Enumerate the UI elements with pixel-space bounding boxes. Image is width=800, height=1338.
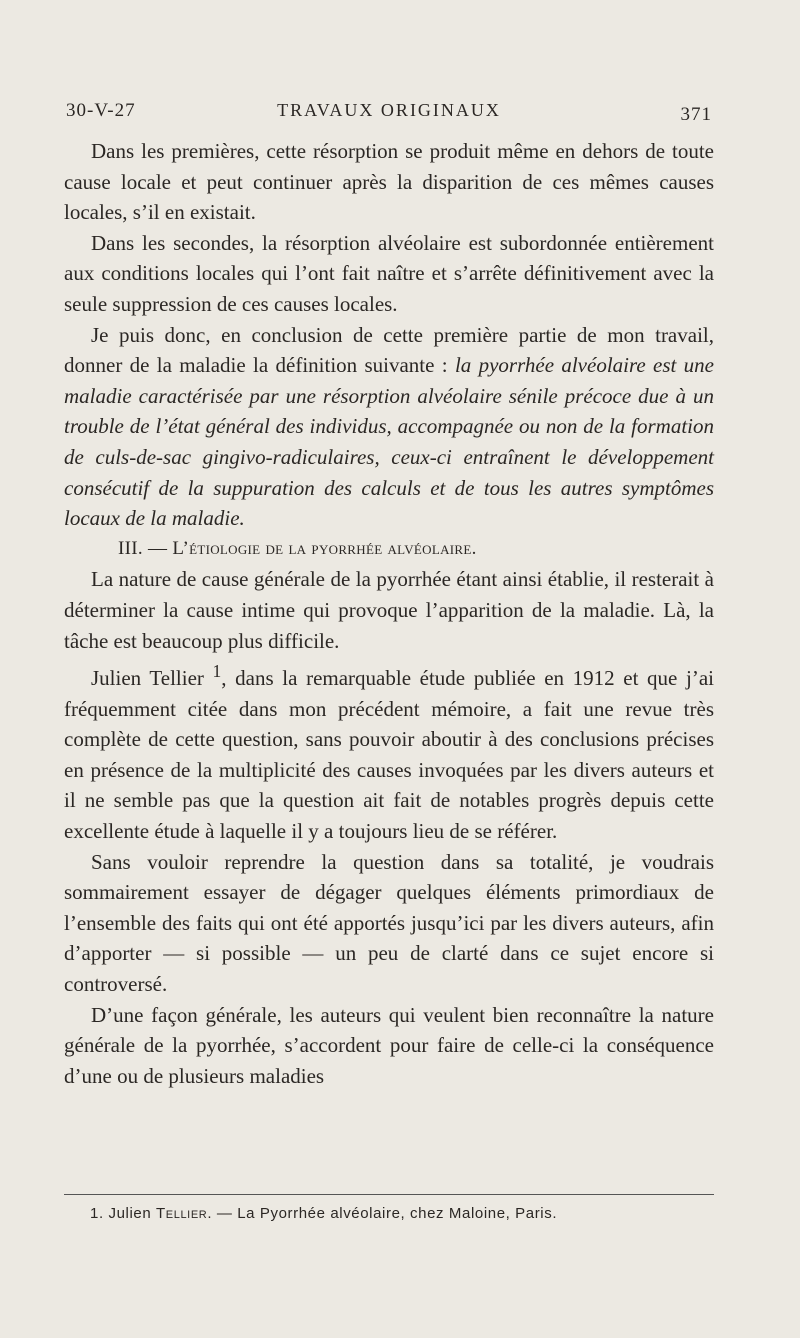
section-heading — [64, 534, 714, 565]
paragraph-5 — [64, 656, 714, 847]
footnote-marker: 1. Julien — [90, 1205, 157, 1222]
header-title: TRAVAUX ORIGINAUX — [277, 100, 501, 120]
paragraph-2: Dans les secondes, la résorption alvéolaire est subordonnée entièrement aux conditions locales qui l’ont fait naître et s’arrête définitivement avec la seule suppression de ces causes locales. — [64, 230, 714, 316]
section-heading-number: III. — L’ — [118, 537, 190, 559]
paragraph-6: Sans vouloir reprendre la question dans sa totalité, je voudrais sommairement essayer de dégager quelques éléments primordiaux de l’ensemble des faits qui ont été apportés jusqu’ici par les divers auteurs, afin d’apporter — si possible — un peu de clarté dans ce sujet encore si controversé. — [64, 849, 714, 997]
running-header — [66, 100, 712, 130]
definition-italic: la pyorrhée alvéolaire est une maladie caractérisée par une résorption alvéolaire sénile précoce due à un trouble de l’état général des individus, accompagnée ou non de la formation de culs-de-sac gingivo-radiculaires, ceux-ci entraînent le développement consécutif de la suppuration des calculs et de tous les autres symptômes locaux de la maladie. — [64, 353, 714, 531]
paragraph-5-rest: , dans la remarquable étude publiée en 1912 et que j’ai fréquemment citée dans mon précédent mémoire, a fait une revue très complète de cette question, sans pouvoir aboutir à des conclusions précises en présence de la multiplicité des causes invoquées par les divers auteurs et il ne semble pas que la question ait fait de notables progrès depuis cette excellente étude à laquelle il y a toujours lieu de se référer. — [64, 666, 714, 844]
section-heading-text: étiologie de la pyorrhée alvéolaire. — [189, 537, 477, 559]
header-date: 30-V-27 — [66, 100, 136, 121]
paragraph-7: D’une façon générale, les auteurs qui veulent bien reconnaître la nature générale de la pyorrhée, s’accordent pour faire de celle-ci la conséquence d’une ou de plusieurs maladies — [64, 1002, 714, 1088]
footnote-divider — [64, 1194, 714, 1195]
definition-intro: Je puis donc, en conclusion de cette première partie de mon travail, donner de la maladie la définition suivante : — [64, 322, 714, 378]
paragraph-3 — [64, 320, 714, 534]
footnote — [90, 1205, 710, 1222]
footnote-text: . — La Pyorrhée alvéolaire, chez Maloine, Paris. — [207, 1205, 558, 1222]
footnote-reference: 1 — [212, 661, 222, 682]
paragraph-5-start: Julien Tellier — [91, 666, 213, 691]
body-text — [64, 136, 714, 1091]
paragraph-1: Dans les premières, cette résorption se produit même en dehors de toute cause locale et peut continuer après la disparition de ces mêmes causes locales, s’il en existait. — [64, 139, 714, 225]
footnote-author: Tellier — [156, 1205, 208, 1222]
page-number: 371 — [680, 104, 712, 125]
paragraph-4: La nature de cause générale de la pyorrhée étant ainsi établie, il resterait à déterminer la cause intime qui provoque l’apparition de la maladie. Là, la tâche est beaucoup plus difficile. — [64, 567, 714, 653]
